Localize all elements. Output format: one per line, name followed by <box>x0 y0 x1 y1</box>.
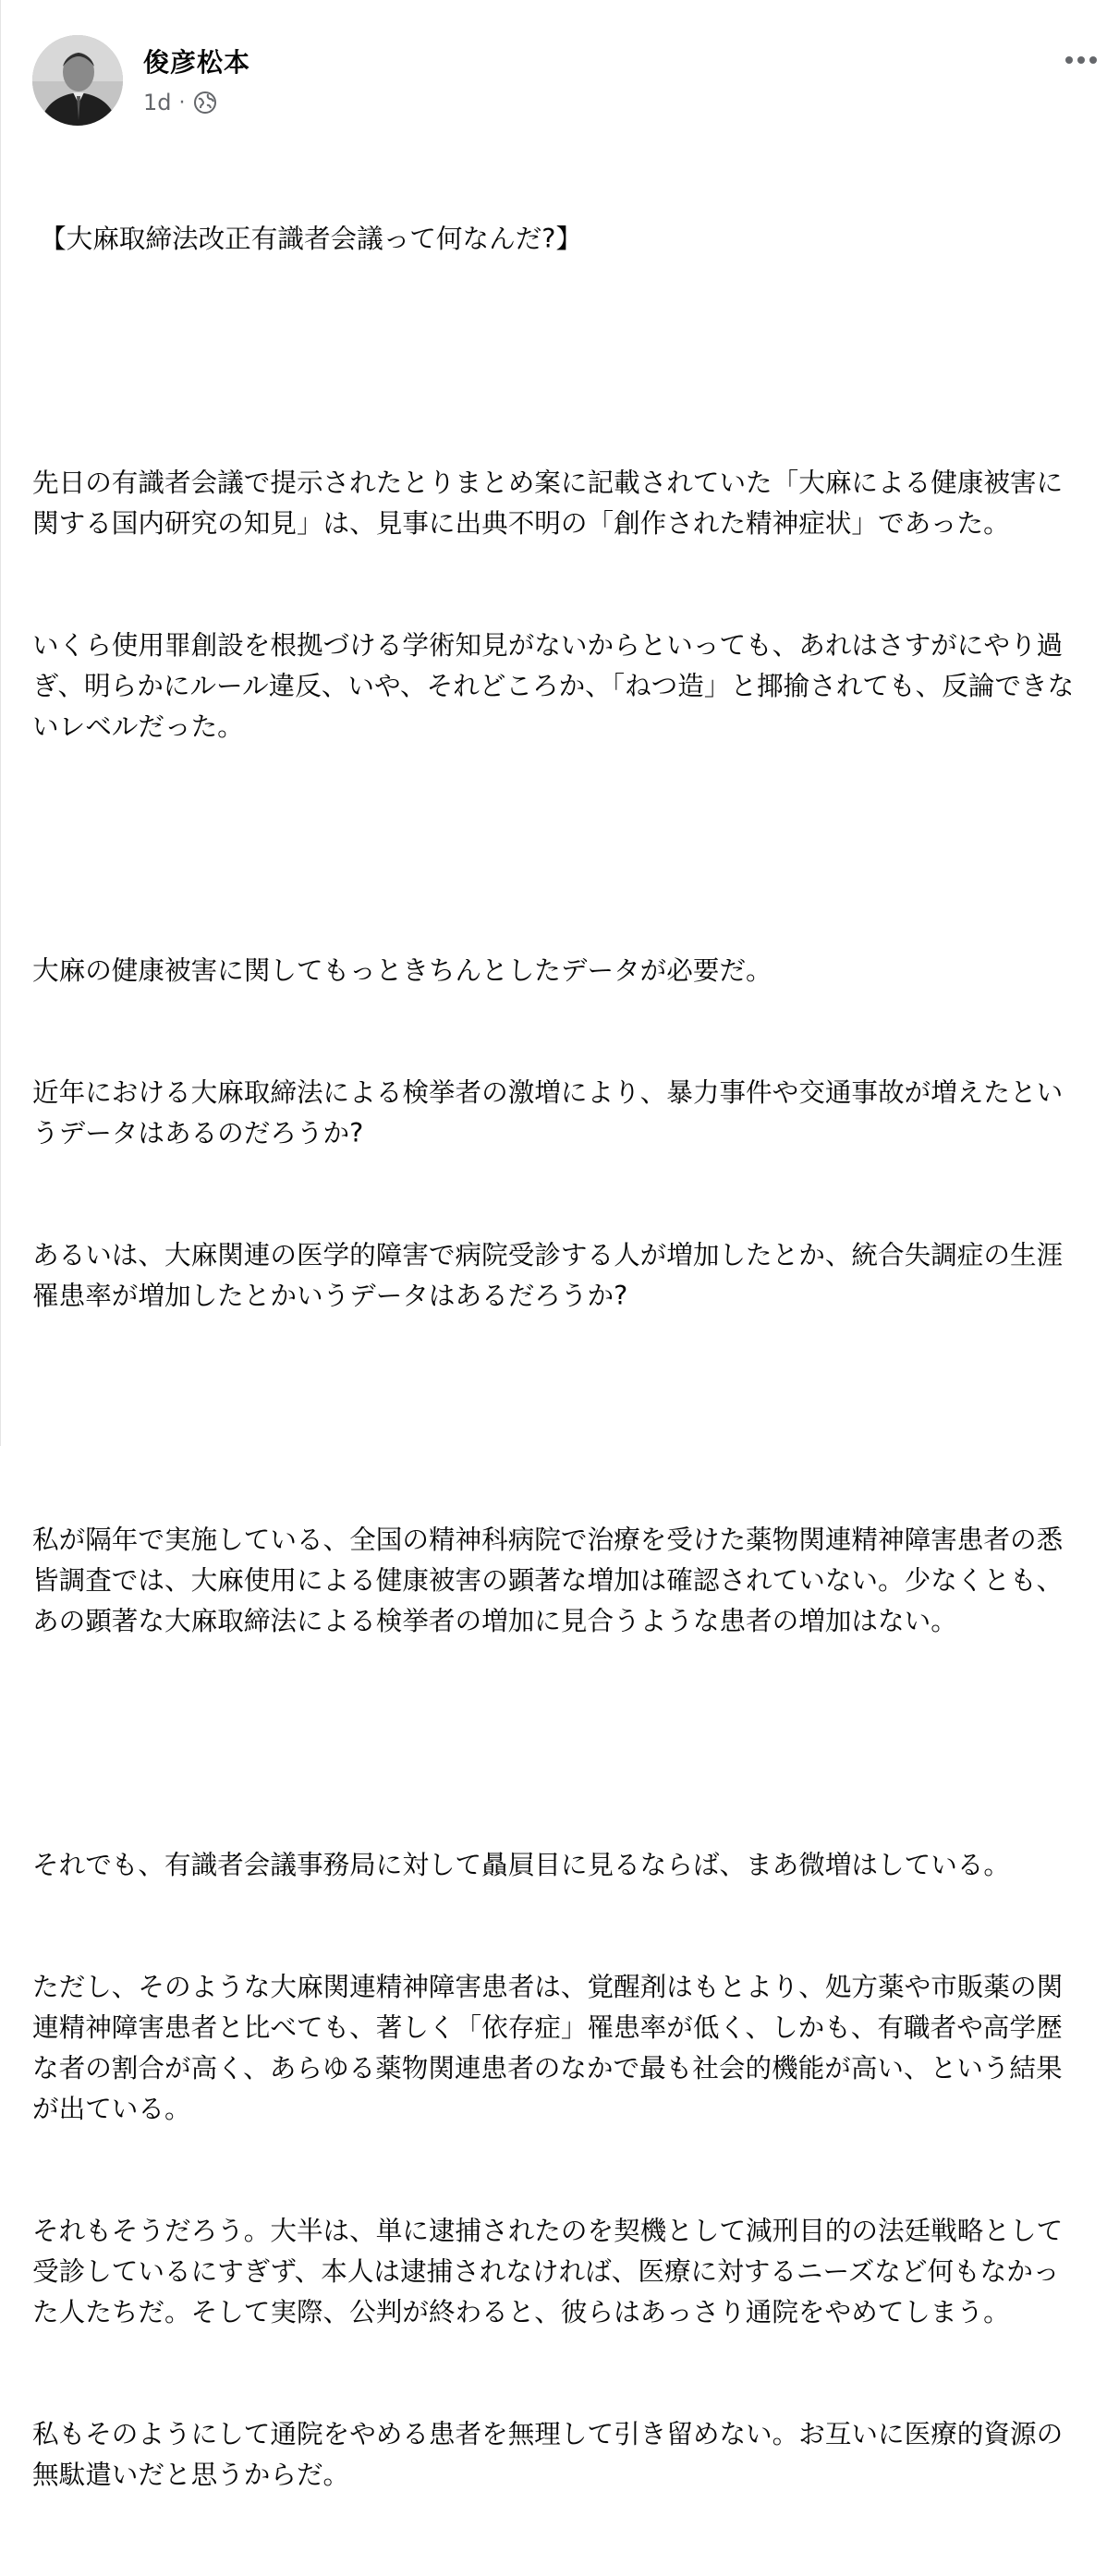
post-paragraph: いくら使用罪創設を根拠づける学術知見がないからといっても、あれはさすがにやり過ぎ、明らかにルール違反、いや、それどころか、「ねつ造」と揶揄されても、反論できないレベルだった。 <box>32 629 1075 742</box>
post-meta <box>143 89 217 116</box>
author-name[interactable]: 俊彦松本 <box>143 47 251 78</box>
post-header <box>32 35 1086 128</box>
post-paragraph: 私が隔年で実施している、全国の精神科病院で治療を受けた薬物関連精神障害患者の悉皆調査では、大麻使用による健康被害の顕著な増加は確認されていない。少なくとも、あの顕著な大麻取締法による検挙者の増加に見合うような患者の増加はない。 <box>32 1524 1064 1636</box>
post-body <box>32 137 1077 2576</box>
meta-separator: · <box>178 91 186 115</box>
post-paragraph: ただし、そのような大麻関連精神障害患者は、覚醒剤はもとより、処方薬や市販薬の関連精神障害患者と比べても、著しく「依存症」罹患率が低く、しかも、有職者や高学歴な者の割合が高く、あらゆる薬物関連患者のなかで最も社会的機能が高い、という結果が出ている。 <box>32 1971 1064 2124</box>
post-paragraph: 先日の有識者会議で提示されたとりまとめ案に記載されていた「大麻による健康被害に関する国内研究の知見」は、見事に出典不明の「創作された精神症状」であった。 <box>32 467 1064 539</box>
post-title: 【大麻取締法改正有識者会議って何なんだ?】 <box>40 223 583 254</box>
post-paragraph: あるいは、大麻関連の医学的障害で病院受診する人が増加したとか、統合失調症の生涯罹患率が増加したとかいうデータはあるだろうか? <box>32 1239 1064 1311</box>
more-options-button[interactable] <box>1058 48 1104 72</box>
more-horizontal-icon <box>1065 56 1073 64</box>
globe-icon[interactable] <box>193 91 217 115</box>
post-paragraph: それもそうだろう。大半は、単に逮捕されたのを契機として減刑目的の法廷戦略として受診しているにすぎず、本人は逮捕されなければ、医療に対するニーズなど何もなかった人たちだ。そして実際、公判が終わると、彼らはあっさり通院をやめてしまう。 <box>32 2215 1064 2327</box>
author-avatar[interactable] <box>32 35 123 126</box>
post-paragraph: それでも、有識者会議事務局に対して贔屓目に見るならば、まあ微増はしている。 <box>32 1849 1010 1880</box>
post-timestamp[interactable]: 1d <box>143 90 172 115</box>
post-paragraph: 私もそのようにして通院をやめる患者を無理して引き留めない。お互いに医療的資源の無駄遣いだと思うからだ。 <box>32 2418 1064 2490</box>
profile-photo-icon <box>32 35 123 126</box>
post-paragraph: 大麻の健康被害に関してもっときちんとしたデータが必要だ。 <box>32 954 772 986</box>
post-paragraph: 近年における大麻取締法による検挙者の激増により、暴力事件や交通事故が増えたというデータはあるのだろうか? <box>32 1076 1064 1148</box>
